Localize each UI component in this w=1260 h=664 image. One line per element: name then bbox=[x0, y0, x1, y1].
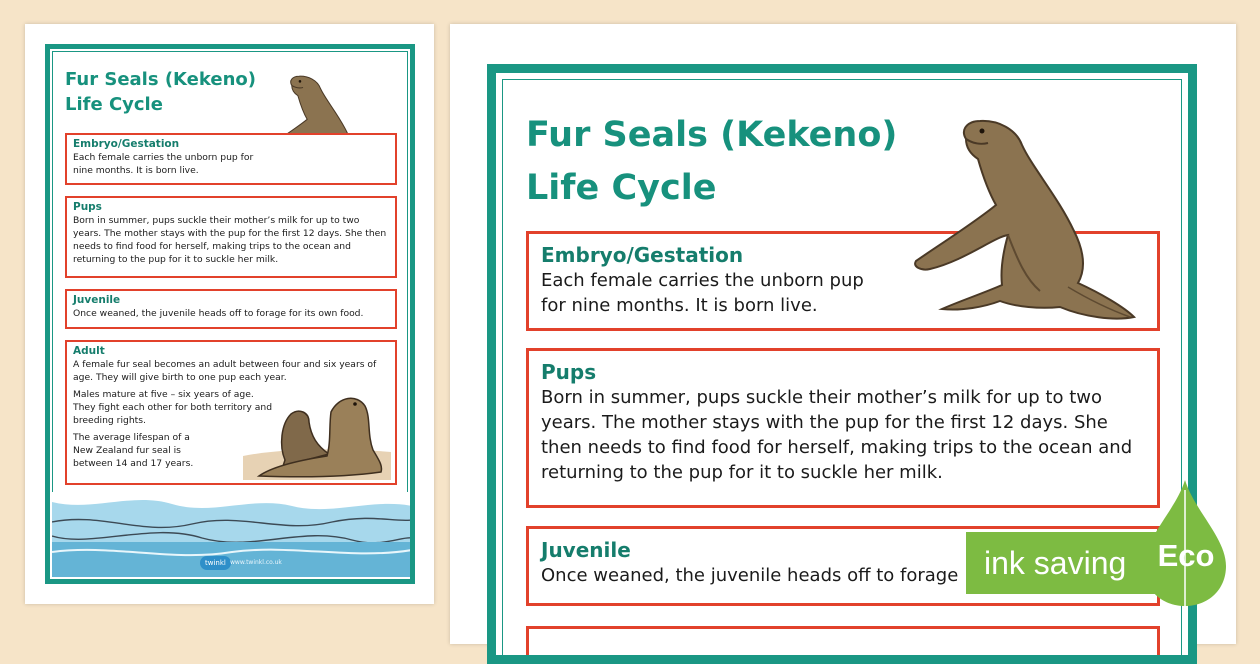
ink-saving-banner[interactable]: ink saving bbox=[966, 532, 1162, 594]
section-card-pups bbox=[65, 196, 397, 278]
section-heading: Juvenile bbox=[73, 294, 121, 306]
poster-title-line1: Fur Seals (Kekeno) bbox=[526, 115, 898, 155]
section-text: Males mature at five – six years of age. They fight each other for both territory and breeding rights. bbox=[73, 389, 273, 426]
fur-seal-icon bbox=[908, 111, 1138, 329]
section-text: Born in summer, pups suckle their mother’s milk for up to two years. The mother stays with the pup for the first 12 days. She then needs to find food for herself, making trips to the ocean and returning to the pup for it to suckle her milk. bbox=[541, 387, 1133, 483]
section-heading: Adult bbox=[73, 345, 105, 357]
poster-title-line1: Fur Seals (Kekeno) bbox=[65, 69, 256, 90]
section-text: Each female carries the unborn pup for nine months. It is born live. bbox=[541, 270, 864, 316]
section-card-embryo bbox=[65, 133, 397, 185]
section-text: A female fur seal becomes an adult between four and six years of age. They will give birth to one pup each year. bbox=[73, 359, 377, 383]
poster-title bbox=[526, 109, 897, 215]
twinkl-logo[interactable]: twinkl bbox=[200, 556, 231, 570]
two-seals-icon bbox=[243, 390, 391, 480]
section-text: Once weaned, the juvenile heads off to forage for its own food. bbox=[73, 308, 364, 319]
section-card-adult bbox=[65, 340, 397, 485]
section-heading: Pups bbox=[73, 201, 102, 213]
small-poster-thumbnail[interactable] bbox=[25, 24, 434, 604]
section-text: Born in summer, pups suckle their mother’s milk for up to two years. The mother stays with the pup for the first 12 days. She then needs to find food for herself, making trips to the ocean and returning to the pup for it to suckle her milk. bbox=[73, 215, 387, 265]
section-heading: Juvenile bbox=[541, 538, 631, 562]
section-text: Each female carries the unborn pup for nine months. It is born live. bbox=[73, 152, 254, 176]
twinkl-url[interactable]: www.twinkl.co.uk bbox=[230, 559, 282, 566]
section-heading: Embryo/Gestation bbox=[73, 138, 180, 150]
poster-title-line2: Life Cycle bbox=[65, 94, 163, 115]
poster-title bbox=[65, 67, 256, 117]
section-heading: Pups bbox=[541, 360, 597, 384]
section-text: Once weaned, the juvenile heads off to forage bbox=[541, 565, 959, 586]
section-card-juvenile bbox=[65, 289, 397, 329]
section-heading: Embryo/Gestation bbox=[541, 243, 744, 267]
section-text: The average lifespan of a New Zealand fur seal is between 14 and 17 years. bbox=[73, 432, 194, 469]
section-card-adult-partial bbox=[526, 626, 1160, 664]
eco-badge-label[interactable]: Eco bbox=[1157, 538, 1215, 573]
poster-title-line2: Life Cycle bbox=[526, 168, 717, 208]
section-card-pups bbox=[526, 348, 1160, 508]
small-poster-frame bbox=[45, 44, 415, 584]
